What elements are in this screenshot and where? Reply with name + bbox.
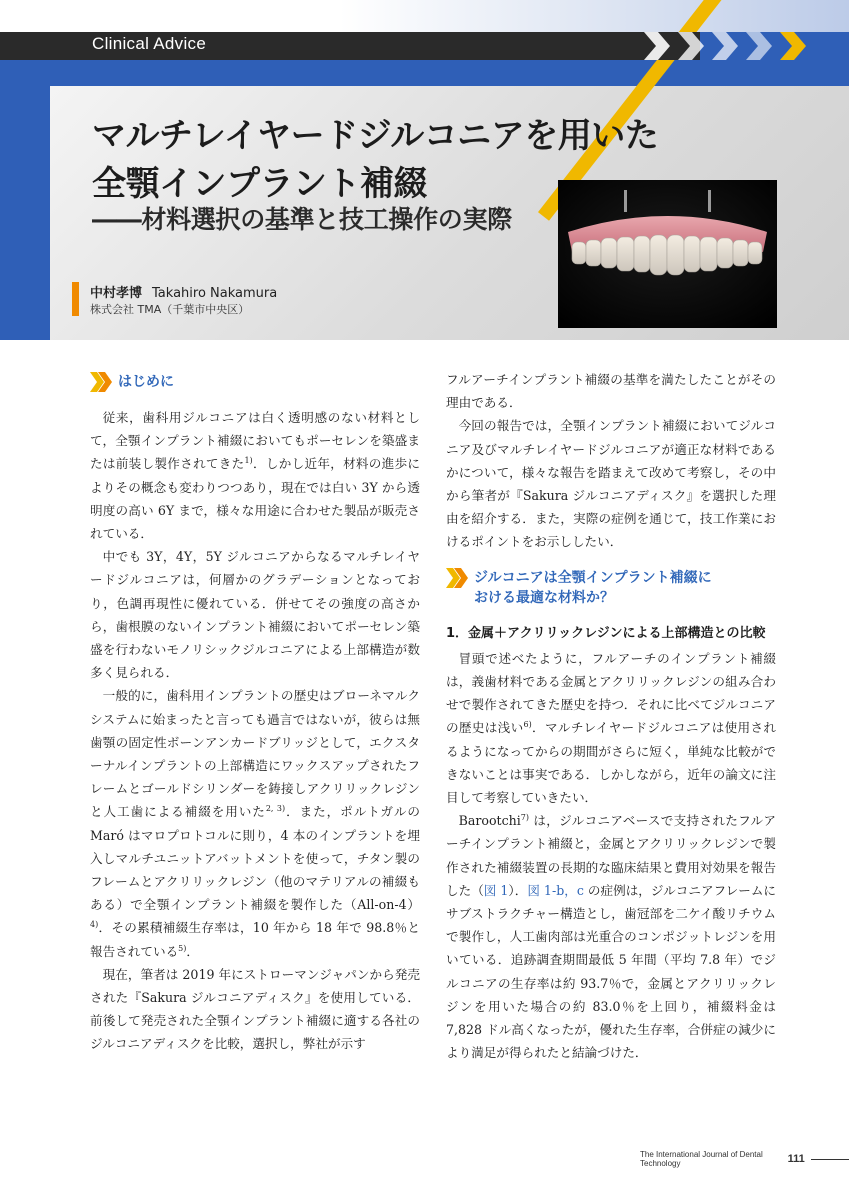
citation: 1) (244, 456, 253, 466)
author-affiliation: 株式会社 TMA（千葉市中央区） (90, 303, 250, 316)
paragraph: 一般的に，歯科用インプラントの歴史はブローネマルクシステムに始まったと言っても過言ではないが，彼らは無歯顎の固定性ボーンアンカードブリッジとして，エクスターナルインプラントの上部構造にワックスアップされたフレームとゴールドシリンダーを鋳接しアクリリックレジンと人工歯による補綴を用いた$^{2, 3)}$．また，ポルトガルの Maró はマロプロトコルに則り，4 本のインプラントを埋入しマルチユニットアバットメントを使って，チタン製のフレームとアクリリックレジン（他のマテリアルの補綴もある）で全顎インプラント補綴を製作した$(All-on-4)^{4)}$．その累積補綴生存率は，10 年から 18 年で 98.8％と報告されている$^{5)}$． (90, 688, 421, 959)
subsection-heading: 1．金属＋アクリリックレジンによる上部構造との比較 (446, 625, 766, 641)
chevron-icon (674, 32, 708, 60)
figure-reference[interactable]: 図 1-b，c (527, 882, 584, 898)
paragraph: 今回の報告では，全顎インプラント補綴においてジルコニア及びマルチレイヤードジルコニアが適正な材料であるかについて，様々な報告を踏まえて改めて考察し，その中から筆者が『Sakura ジルコニアディスク』を選択した理由を紹介する．また，実際の症例を通じて，技工作業におけるポイントをお示ししたい． (446, 418, 776, 550)
page-number: 111 (787, 1153, 805, 1165)
chevron-decoration (640, 32, 820, 60)
citation: 5) (178, 943, 187, 953)
page-footer (640, 1150, 849, 1168)
author-line (90, 282, 277, 301)
section-heading-intro (90, 372, 420, 392)
section-heading-zirconia (446, 568, 776, 608)
author-marker (72, 282, 79, 316)
left-column (90, 368, 420, 1056)
citation: 7) (520, 813, 530, 823)
journal-name: The International Journal of Dental Technology (640, 1150, 763, 1168)
prosthesis-photo (558, 180, 777, 328)
paragraph: Barootchi$^{7)}$ は，ジルコニアベースで支持されたフルアーチインプラント補綴と，金属とアクリリックレジンで製作された補綴装置の長期的な臨床結果と費用対効果を報告した（図 1）．図 1-b，c の症例は，ジルコニアフレームにサブストラクチャー構造とし，歯冠部を二ケイ酸リチウムで製作し，人工歯肉部は光重合のコンポジットレジンを用いている．追跡調査期間最低 5 年間（平均 7.8 年）でジルコニアの生存率は約 93.7％で，金属とアクリリックレジンを用いた場合の約 83.0％を上回り，補綴料金は 7,828 ドル高くなったが，優れた生存率，合併症の減少により満足が得られたと結論づけた． (446, 813, 777, 1061)
paragraph: 冒頭で述べたように，フルアーチのインプラント補綴は，義歯材料である金属とアクリリックレジンの組み合わせで製作されてきた歴史を持つ．それに比べてジルコニアの歴史は浅い$^{6)}$．マルチレイヤードジルコニアは使用されるようになってからの期間がさらに短く，単純な比較ができないことは事実である．しかしながら，近年の論文に注目して考察していきたい． (446, 650, 776, 806)
zirconia-bridge-illustration (558, 180, 777, 328)
title-line-2: 全顎インプラント補綴 (92, 164, 427, 204)
paragraph: 従来，歯科用ジルコニアは白く透明感のない材料として，全顎インプラント補綴においてもポーセレンを築盛または前装し製作されてきた$^{1)}$．しかし近年，材料の進歩によりその概念も変わりつつあり，現在では白い 3Y から透明度の高い 6Y まで，様々な用途に合わせた製品が販売されている． (90, 410, 421, 542)
right-column (446, 368, 776, 1064)
paragraph-continued: フルアーチインプラント補綴の基準を満たしたことがその理由である． (446, 372, 776, 411)
double-chevron-icon (446, 568, 468, 588)
citation: 2, 3) (265, 804, 286, 814)
header-top-strip (0, 0, 849, 32)
title-line-1: マルチレイヤードジルコニアを用いた (92, 116, 659, 156)
chevron-icon (708, 32, 742, 60)
chevron-icon (742, 32, 776, 60)
section-label: Clinical Advice (92, 34, 207, 53)
article-subtitle: ――材料選択の基準と技工操作の実際 (92, 205, 512, 234)
paragraph: 現在，筆者は 2019 年にストローマンジャパンから発売された『Sakura ジルコニアディスク』を使用している．前後して発売された全顎インプラント補綴に適する各社のジルコニアディスクを比較，選択し，弊社が示す (90, 966, 420, 1052)
section-heading-text: ジルコニアは全顎インプラント補綴に おける最適な材料か？ (474, 569, 712, 606)
figure-reference[interactable]: 図 1 (483, 882, 509, 898)
author-name-ja: 中村孝博 (90, 286, 143, 301)
citation: 6) (523, 720, 532, 730)
author-name-en: Takahiro Nakamura (152, 286, 278, 301)
double-chevron-icon (90, 372, 112, 392)
chevron-icon (776, 32, 810, 60)
footer-rule (811, 1159, 849, 1160)
citation: 4) (90, 920, 99, 930)
paragraph: 中でも 3Y，4Y，5Y ジルコニアからなるマルチレイヤードジルコニアは，何層かのグラデーションとなっており，色調再現性に優れている．併せてその強度の高さから，歯根膜のないインプラント補綴においてポーセレン築盛を行わないモノリシックジルコニアによる上部構造が数多く見られる． (90, 549, 420, 681)
section-heading-text: はじめに (118, 374, 174, 390)
chevron-icon (640, 32, 674, 60)
